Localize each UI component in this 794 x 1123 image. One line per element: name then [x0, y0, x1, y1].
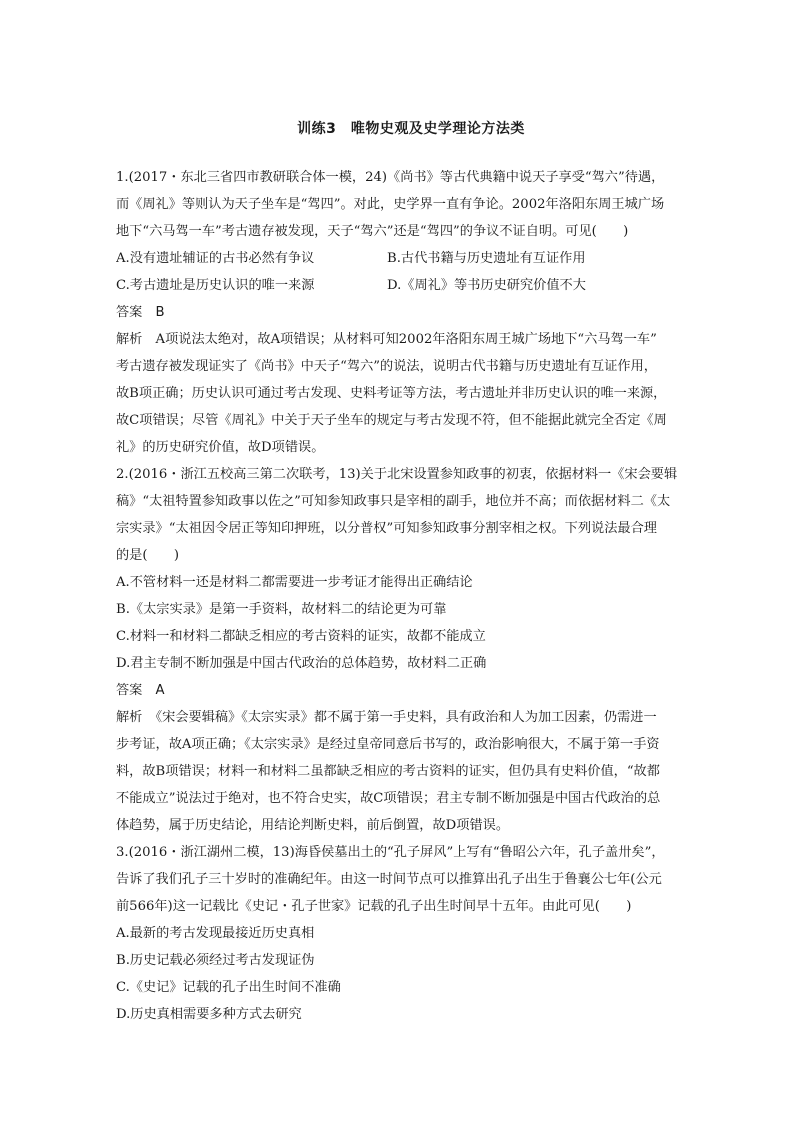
- analysis-line: 不能成立”说法过于绝对，也不符合史实，故C项错误；君主专制不断加强是中国古代政治的总: [116, 791, 661, 806]
- analysis-line: 故B项正确；历史认识可通过考古发现、史料考证等方法，考古遗址并非历史认识的唯一来源，: [116, 386, 667, 401]
- option-d: D.历史真相需要多种方式去研究: [116, 1007, 302, 1022]
- page-title: 训练3 唯物史观及史学理论方法类: [297, 121, 525, 137]
- option-row: [116, 245, 706, 272]
- analysis-line: 解析 A项说法太绝对，故A项错误；从材料可知2002年洛阳东周王城广场地下“六马驾一车”: [116, 332, 657, 347]
- option-c: C.《史记》记载的孔子出生时间不准确: [116, 980, 341, 995]
- question-stem-line: 稿》“太祖特置参知政事以佐之”可知参知政事只是宰相的副手，地位并不高；而依据材料二《太: [116, 494, 671, 509]
- question-stem-line: 告诉了我们孔子三十岁时的准确纪年。由这一时间节点可以推算出孔子出生于鲁襄公七年(公元: [116, 872, 662, 887]
- question-stem-line: 而《周礼》等则认为天子坐车是“驾四”。对此，史学界一直有争论。2002年洛阳东周王城广场: [116, 197, 665, 212]
- answer: 答案 A: [116, 683, 165, 698]
- question-1: [116, 164, 706, 461]
- question-2: [116, 461, 706, 839]
- option-c: C.考古遗址是历史认识的唯一来源: [116, 278, 315, 293]
- option-d: D.《周礼》等书历史研究价值不大: [387, 278, 586, 293]
- question-stem-line: 3.(2016・浙江湖州二模，13)海昏侯墓出土的“孔子屏风”上写有“鲁昭公六年，孔子盖卅矣”，: [116, 845, 665, 860]
- analysis-line: 步考证，故A项正确；《太宗实录》是经过皇帝同意后书写的，政治影响很大，不属于第一手资: [116, 737, 660, 752]
- analysis-line: 体趋势，属于历史结论，用结论判断史料，前后倒置，故D项错误。: [116, 818, 510, 833]
- option-b: B.历史记载必须经过考古发现证伪: [116, 953, 315, 968]
- analysis-line: 解析 《宋会要辑稿》《太宗实录》都不属于第一手史料，具有政治和人为加工因素，仍需进一: [116, 710, 657, 725]
- analysis-line: 料，故B项错误；材料一和材料二虽都缺乏相应的考古资料的证实，但仍具有史料价值，“故都: [116, 764, 660, 779]
- option-d: D.君主专制不断加强是中国古代政治的总体趋势，故材料二正确: [116, 656, 487, 671]
- option-a: A.不管材料一还是材料二都需要进一步考证才能得出正确结论: [116, 575, 473, 590]
- analysis-line: 礼》的历史研究价值，故D项错误。: [116, 440, 325, 455]
- analysis-line: 考古遗存被发现证实了《尚书》中天子“驾六”的说法，说明古代书籍与历史遗址有互证作用，: [116, 359, 657, 374]
- option-b: B.古代书籍与历史遗址有互证作用: [387, 251, 586, 266]
- option-a: A.没有遗址辅证的古书必然有争议: [116, 251, 315, 266]
- document-page: [116, 118, 706, 1028]
- question-stem-line: 宗实录》“太祖因令居正等知印押班，以分普权”可知参知政事分割宰相之权。下列说法最合理: [116, 521, 657, 536]
- question-3: [116, 839, 706, 1028]
- question-stem-line: 地下“六马驾一车”考古遗存被发现，天子“驾六”还是“驾四”的争议不证自明。可见( ): [116, 224, 629, 239]
- option-c: C.材料一和材料二都缺乏相应的考古资料的证实，故都不能成立: [116, 629, 486, 644]
- analysis-line: 故C项错误；尽管《周礼》中关于天子坐车的规定与考古发现不符，但不能据此就完全否定《周: [116, 413, 667, 428]
- answer: 答案 B: [116, 305, 165, 320]
- question-stem-line: 前566年)这一记载比《史记・孔子世家》记载的孔子出生时间早十五年。由此可见( ): [116, 899, 632, 914]
- question-stem-line: 2.(2016・浙江五校高三第二次联考，13)关于北宋设置参知政事的初衷，依据材料一《宋会要辑: [116, 467, 678, 482]
- option-b: B.《太宗实录》是第一手资料，故材料二的结论更为可靠: [116, 602, 447, 617]
- question-stem-line: 的是( ): [116, 548, 180, 563]
- question-stem-line: 1.(2017・东北三省四市教研联合体一模，24)《尚书》等古代典籍中说天子享受“驾六”待遇，: [116, 170, 665, 185]
- option-row: [116, 272, 706, 299]
- option-a: A.最新的考古发现最接近历史真相: [116, 926, 315, 941]
